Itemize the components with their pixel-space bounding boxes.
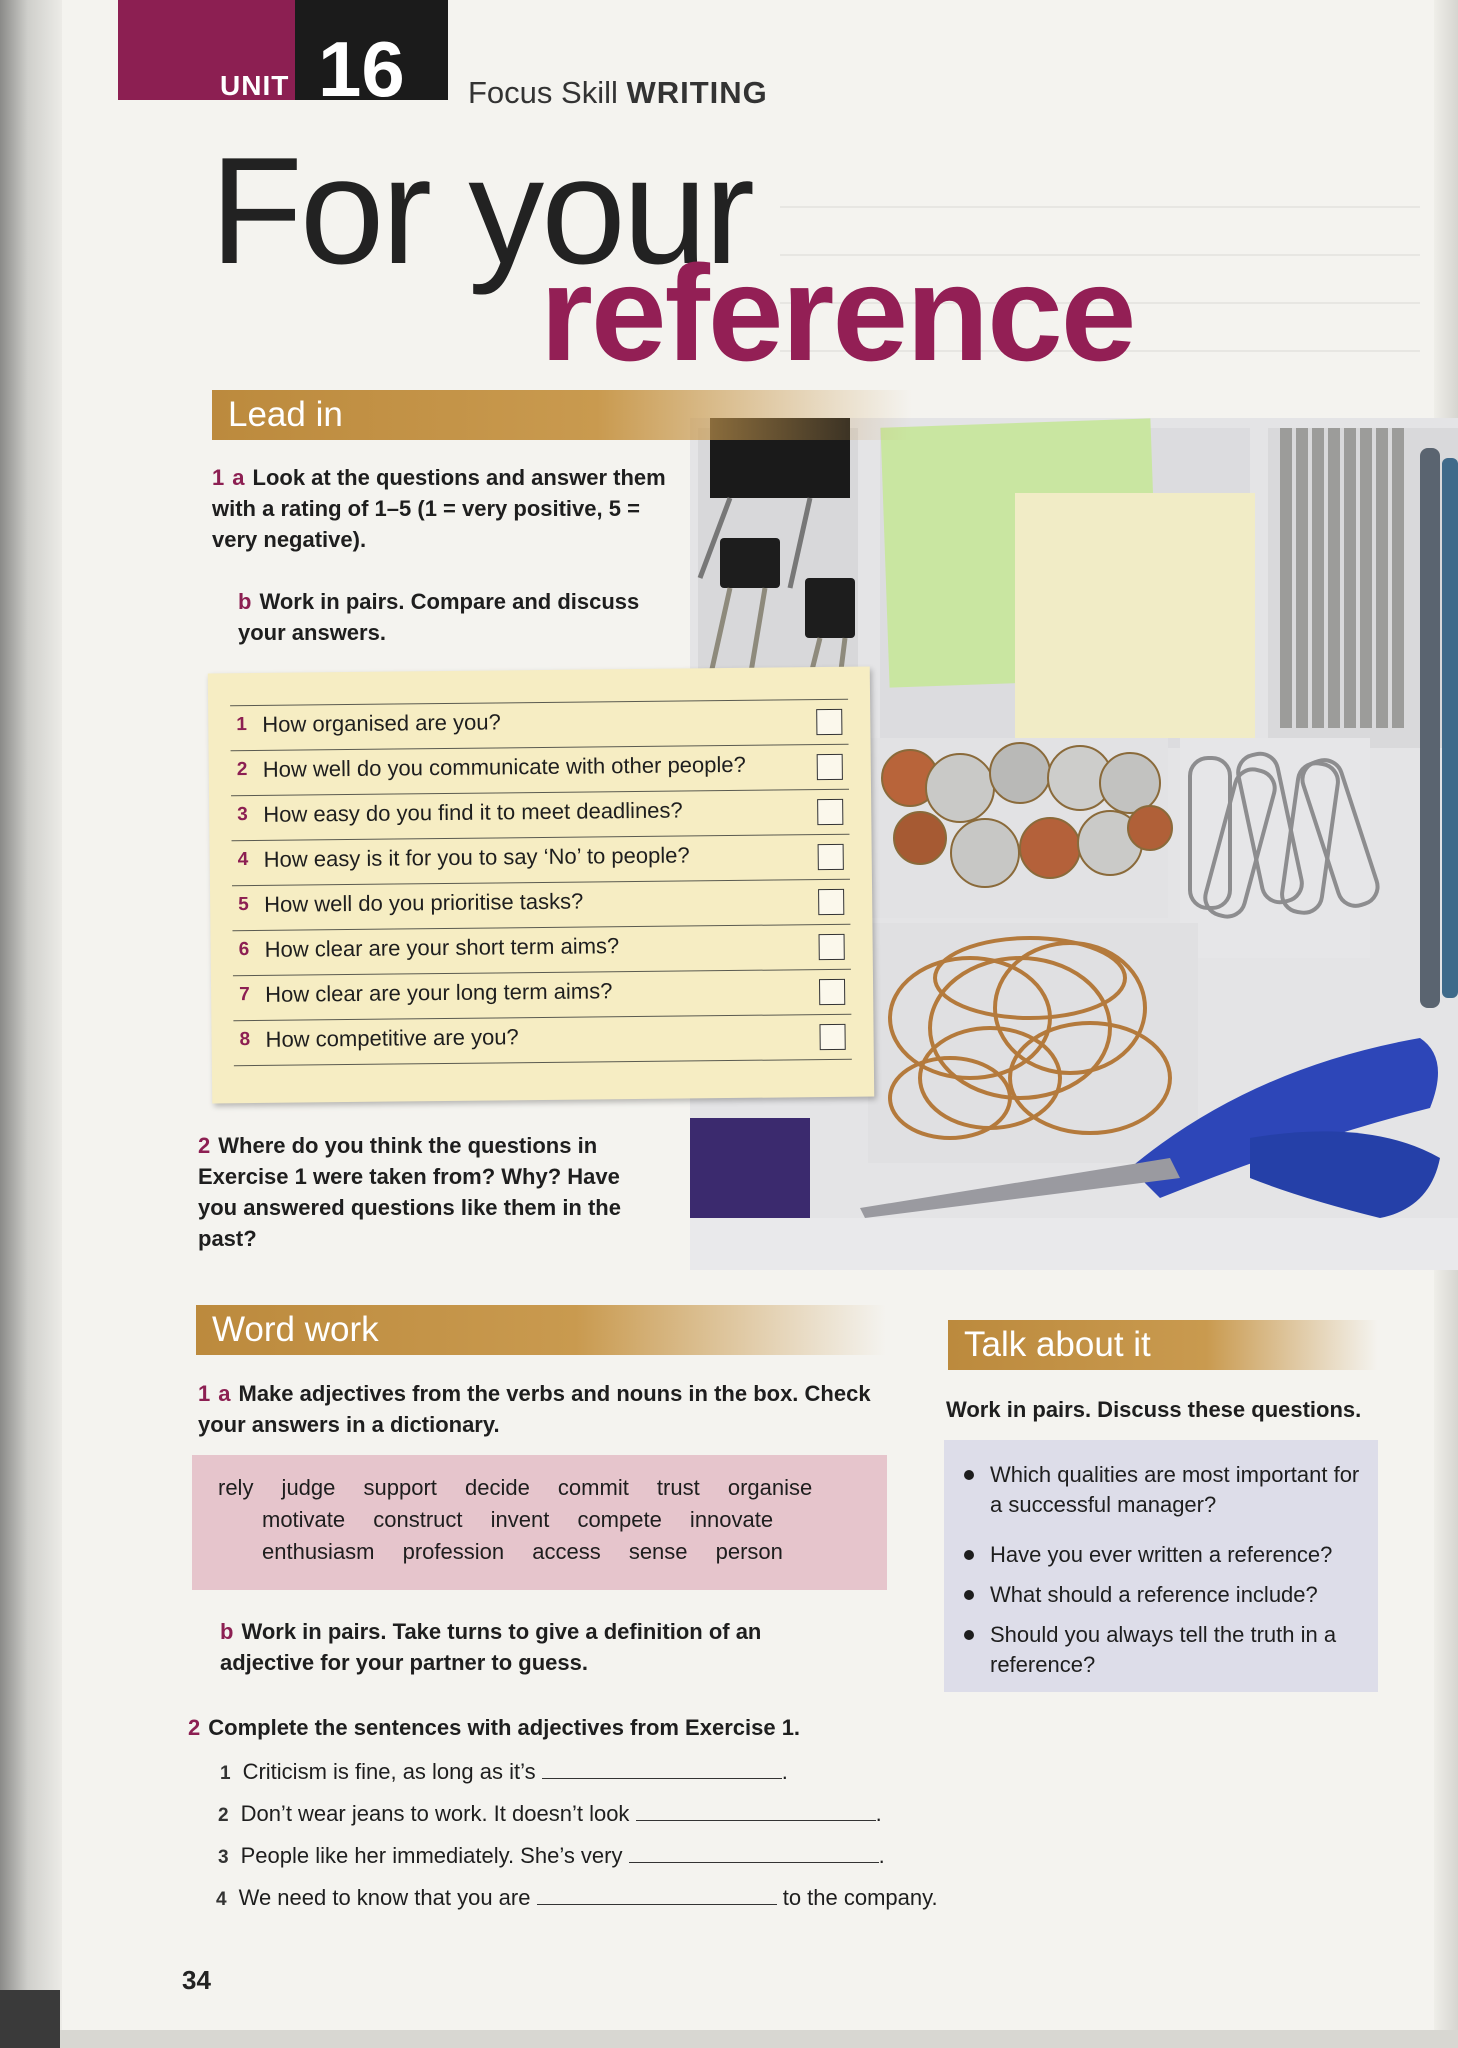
- bullet-dot: [964, 1630, 974, 1640]
- questionnaire-row: [231, 744, 849, 795]
- exercise-instruction: Look at the questions and answer them with a rating of 1–5 (1 = very positive, 5 = very negative).: [212, 465, 666, 552]
- sentence-number: 4: [216, 1889, 227, 1910]
- word-box-line: rely judge support decide commit trust organise: [218, 1475, 813, 1500]
- lead-in-exercise-2: [198, 1130, 648, 1254]
- lead-in-exercise-1b: [238, 586, 678, 648]
- bullet-dot: [964, 1590, 974, 1600]
- page-number: 34: [182, 1965, 211, 1995]
- word-box-line: motivate construct invent compete innovate: [262, 1507, 774, 1532]
- bullet-dot: [964, 1550, 974, 1560]
- questionnaire-row: [232, 924, 850, 975]
- exercise-letter: b: [238, 589, 252, 614]
- bullet-text: Should you always tell the truth in a reference?: [990, 1622, 1337, 1677]
- rating-checkbox[interactable]: [816, 709, 842, 735]
- word-work-heading: Word work: [196, 1305, 886, 1355]
- word-box: [192, 1455, 887, 1590]
- lead-in-heading: Lead in: [212, 390, 912, 440]
- exercise-number: 1: [212, 465, 225, 490]
- questionnaire-row: [232, 879, 850, 930]
- answer-blank[interactable]: [542, 1758, 782, 1779]
- questionnaire-row: [233, 969, 851, 1020]
- sentence-ending: .: [878, 1843, 885, 1868]
- questionnaire-row: [233, 1014, 851, 1066]
- unit-label: UNIT: [220, 70, 290, 101]
- word-work-exercise-1b: [220, 1616, 860, 1678]
- question-number: 6: [238, 939, 250, 961]
- question-text: How competitive are you?: [265, 1024, 519, 1052]
- exercise-instruction: Work in pairs. Compare and discuss your answers.: [238, 589, 640, 645]
- bullet-text: Have you ever written a reference?: [990, 1542, 1333, 1567]
- sentence-1: [220, 1758, 788, 1785]
- answer-blank[interactable]: [537, 1884, 777, 1905]
- bullet-text: What should a reference include?: [990, 1582, 1318, 1607]
- focus-skill: [468, 75, 768, 111]
- word-box-line: enthusiasm profession access sense person: [262, 1539, 783, 1564]
- sentence-text: People like her immediately. She’s very: [240, 1843, 623, 1868]
- word-work-exercise-1a: [198, 1378, 888, 1440]
- rating-checkbox[interactable]: [819, 934, 845, 960]
- answer-blank[interactable]: [636, 1800, 876, 1821]
- discussion-bullet: [964, 1580, 1360, 1610]
- discussion-bullet: [964, 1620, 1360, 1680]
- question-text: How easy is it for you to say ‘No’ to people?: [263, 842, 690, 872]
- sentence-3: [218, 1842, 885, 1869]
- rating-checkbox[interactable]: [819, 979, 845, 1005]
- rating-checkbox[interactable]: [817, 754, 843, 780]
- exercise-instruction: Complete the sentences with adjectives from Exercise 1.: [208, 1715, 801, 1740]
- sentence-4: [216, 1884, 938, 1911]
- questionnaire-row: [230, 699, 848, 750]
- question-number: 5: [238, 894, 249, 916]
- exercise-number: 1: [198, 1381, 211, 1406]
- page-gutter: [0, 0, 62, 2048]
- question-text: How clear are your short term aims?: [264, 933, 620, 962]
- sentence-text: We need to know that you are: [238, 1885, 531, 1910]
- bullet-dot: [964, 1470, 974, 1480]
- sentence-number: 2: [218, 1805, 229, 1826]
- talk-instruction: Work in pairs. Discuss these questions.: [946, 1397, 1362, 1422]
- discussion-questions-box: [944, 1440, 1378, 1692]
- question-number: 1: [236, 714, 247, 736]
- sentence-number: 3: [218, 1847, 229, 1868]
- discussion-bullet: [964, 1460, 1360, 1520]
- exercise-number: 2: [188, 1715, 201, 1740]
- sentence-ending: to the company.: [782, 1885, 938, 1910]
- sentence-2: [218, 1800, 882, 1827]
- exercise-instruction: Make adjectives from the verbs and nouns in the box. Check your answers in a dictionary.: [198, 1381, 871, 1437]
- answer-blank[interactable]: [629, 1842, 879, 1863]
- sentence-number: 1: [220, 1763, 231, 1784]
- exercise-letter: a: [218, 1381, 231, 1406]
- question-number: 7: [239, 984, 250, 1006]
- page-title-line1: For your: [210, 126, 752, 296]
- question-number: 2: [236, 759, 248, 781]
- question-text: How easy do you find it to meet deadlines?: [263, 797, 683, 827]
- question-number: 8: [239, 1029, 251, 1051]
- exercise-number: 2: [198, 1133, 211, 1158]
- sentence-ending: .: [781, 1759, 788, 1784]
- scan-corner: [0, 1990, 60, 2048]
- question-number: 4: [237, 849, 249, 871]
- page-bottom-edge: [60, 2030, 1458, 2048]
- question-text: How well do you communicate with other people?: [262, 751, 746, 782]
- questionnaire-row: [231, 789, 849, 840]
- lead-in-exercise-1a: [212, 462, 672, 555]
- exercise-letter: a: [232, 465, 245, 490]
- question-text: How organised are you?: [262, 709, 501, 737]
- rating-checkbox[interactable]: [817, 799, 843, 825]
- rating-checkbox[interactable]: [818, 889, 844, 915]
- question-number: 3: [237, 804, 248, 826]
- bullet-text: Which qualities are most important for a successful manager?: [990, 1462, 1360, 1517]
- word-work-exercise-2: [188, 1712, 908, 1743]
- discussion-bullet: [964, 1540, 1360, 1570]
- sentence-ending: .: [875, 1801, 882, 1826]
- sentence-text: Criticism is fine, as long as it’s: [242, 1759, 536, 1784]
- question-text: How clear are your long term aims?: [264, 978, 613, 1007]
- focus-skill-prefix: Focus Skill: [468, 75, 627, 110]
- rating-checkbox[interactable]: [819, 1024, 845, 1050]
- questionnaire-card: [208, 667, 874, 1104]
- questionnaire-row: [232, 834, 850, 885]
- sentence-text: Don’t wear jeans to work. It doesn’t look: [240, 1801, 630, 1826]
- exercise-letter: b: [220, 1619, 234, 1644]
- focus-skill-name: WRITING: [626, 75, 768, 110]
- unit-number: 16: [318, 25, 405, 113]
- question-text: How well do you prioritise tasks?: [264, 888, 584, 917]
- exercise-instruction: Where do you think the questions in Exercise 1 were taken from? Why? Have you answered questions like them in the past?: [198, 1133, 621, 1251]
- page-title-line2: reference: [540, 237, 1135, 389]
- rating-checkbox[interactable]: [818, 844, 844, 870]
- talk-about-it-heading: Talk about it: [948, 1320, 1378, 1370]
- exercise-instruction: Work in pairs. Take turns to give a definition of an adjective for your partner to guess.: [220, 1619, 762, 1675]
